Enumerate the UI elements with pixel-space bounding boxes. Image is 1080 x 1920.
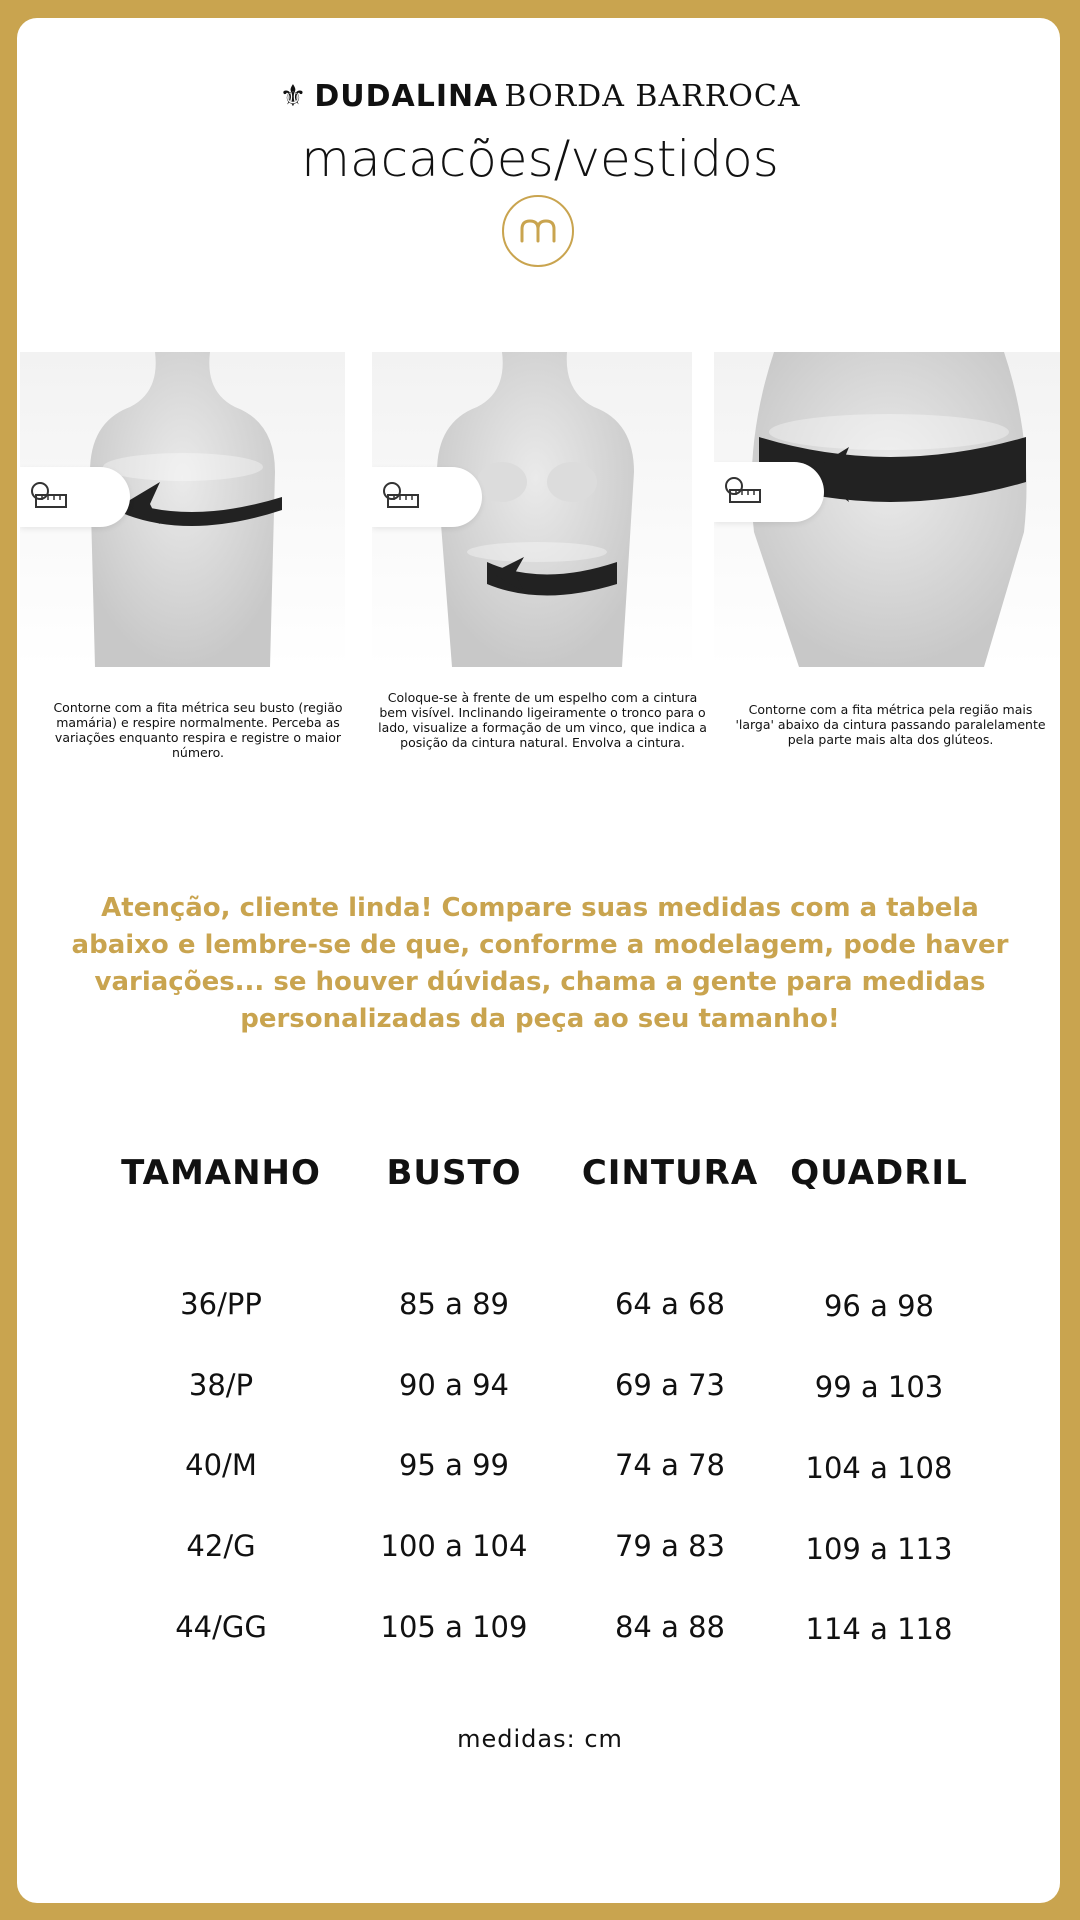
tape-measure-icon bbox=[372, 467, 432, 527]
category-title: macacões/vestidos bbox=[301, 130, 779, 188]
cell-busto: 105 a 109 bbox=[380, 1610, 528, 1644]
waist-measure-photo bbox=[372, 352, 692, 667]
bust-instruction: Contorne com a fita métrica seu busto (região mamária) e respire normalmente. Perceba as variações enquanto respira e registre o maior número. bbox=[53, 700, 343, 760]
cell-cintura: 79 a 83 bbox=[614, 1529, 725, 1563]
cell-cintura: 74 a 78 bbox=[614, 1448, 725, 1482]
tape-measure-icon bbox=[714, 462, 774, 522]
cell-busto: 85 a 89 bbox=[398, 1287, 509, 1321]
waist-instruction: Coloque-se à frente de um espelho com a cintura bem visível. Inclinando ligeiramente o tronco para o lado, visualize a formação de um vinco, que indica a posição da cintura natural. Envolva a cintura. bbox=[378, 690, 707, 750]
tape-measure-icon bbox=[20, 467, 80, 527]
cell-quadril: 104 a 108 bbox=[805, 1451, 953, 1485]
cell-size: 44/GG bbox=[175, 1610, 267, 1644]
bust-measure-photo bbox=[20, 352, 345, 667]
cell-cintura: 64 a 68 bbox=[614, 1287, 725, 1321]
fleur-de-lis-icon: ⚜ bbox=[279, 79, 307, 114]
cell-size: 36/PP bbox=[180, 1287, 262, 1321]
cell-busto: 90 a 94 bbox=[398, 1368, 509, 1402]
units-note: medidas: cm bbox=[457, 1725, 623, 1753]
hip-measure-photo bbox=[714, 352, 1060, 667]
tape-measure-tab bbox=[20, 467, 130, 527]
cell-cintura: 84 a 88 bbox=[614, 1610, 725, 1644]
header-quadril: QUADRIL bbox=[790, 1153, 968, 1193]
brand-header bbox=[0, 78, 1080, 114]
cell-quadril: 96 a 98 bbox=[823, 1289, 934, 1323]
cell-cintura: 69 a 73 bbox=[614, 1368, 725, 1402]
cell-size: 42/G bbox=[186, 1529, 256, 1563]
brand-name-bold: DUDALINA bbox=[314, 79, 499, 114]
cell-quadril: 114 a 118 bbox=[805, 1612, 953, 1646]
cell-busto: 100 a 104 bbox=[380, 1529, 528, 1563]
monogram-logo-icon bbox=[502, 195, 574, 267]
tape-measure-tab bbox=[372, 467, 482, 527]
brand-name-light: BORDA BARROCA bbox=[504, 79, 801, 114]
hip-instruction: Contorne com a fita métrica pela região mais 'larga' abaixo da cintura passando paralelamente pela parte mais alta dos glúteos. bbox=[735, 702, 1046, 747]
cell-quadril: 99 a 103 bbox=[814, 1370, 944, 1404]
header-tamanho: TAMANHO bbox=[121, 1153, 321, 1193]
tape-measure-tab bbox=[714, 462, 824, 522]
cell-quadril: 109 a 113 bbox=[805, 1532, 953, 1566]
cell-size: 38/P bbox=[188, 1368, 254, 1402]
header-cintura: CINTURA bbox=[581, 1153, 759, 1193]
cell-busto: 95 a 99 bbox=[398, 1448, 509, 1482]
header-busto: BUSTO bbox=[386, 1153, 522, 1193]
cell-size: 40/M bbox=[185, 1448, 257, 1482]
attention-message: Atenção, cliente linda! Compare suas medidas com a tabela abaixo e lembre-se de que, conforme a modelagem, pode haver variações... se houver dúvidas, chama a gente para medidas personalizadas da peça ao seu tamanho! bbox=[71, 893, 1009, 1034]
